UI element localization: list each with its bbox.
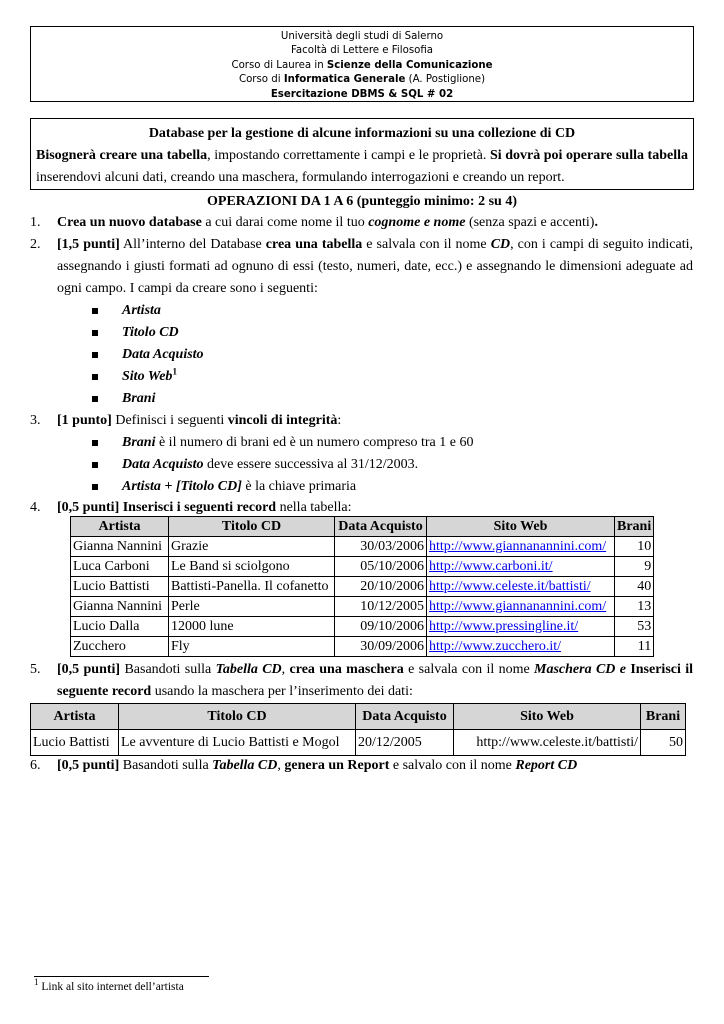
table-row bbox=[31, 730, 686, 756]
cell-brani: 50 bbox=[641, 730, 686, 756]
field-bullet bbox=[92, 366, 177, 388]
bullet-square-icon bbox=[92, 374, 98, 380]
item-4-text: nella tabella: bbox=[276, 500, 352, 515]
item-3-text: Definisci i seguenti bbox=[111, 413, 228, 428]
cell-artista: Gianna Nannini bbox=[71, 597, 169, 617]
cell-artista: Lucio Battisti bbox=[71, 577, 169, 597]
item-3-bold-2: vincoli di integrità bbox=[227, 413, 338, 428]
course-header bbox=[30, 26, 694, 102]
item-2-text-3: , con i campi di seguito indicati, assegnando i giusti formati ad ognuno di essi (testo, numeri, date, ecc.) e assegnando le dimensioni adeguate ad ogni campo. I campi da creare sono i seguenti: bbox=[57, 237, 694, 296]
item-2-text-2: e salvala con il nome bbox=[362, 237, 491, 252]
item-number: 3. bbox=[30, 413, 41, 428]
exercise-title-text: Esercitazione DBMS & SQL # 02 bbox=[270, 88, 454, 100]
website-link[interactable]: http://www.zucchero.it/ bbox=[429, 638, 562, 654]
operation-item-2 bbox=[30, 234, 693, 300]
cell-titolo: 12000 lune bbox=[169, 617, 335, 637]
item-5-bold-3: Inserisci il seguente record bbox=[57, 662, 694, 699]
degree-course-name: Scienze della Comunicazione bbox=[326, 59, 493, 71]
constraint-bullet bbox=[92, 454, 418, 476]
cell-sito bbox=[427, 637, 615, 657]
column-header: Titolo CD bbox=[169, 517, 335, 537]
website-link[interactable]: http://www.carboni.it/ bbox=[429, 558, 553, 574]
item-1-text: a cui darai come nome il tuo bbox=[201, 215, 369, 230]
constraint-field: Data Acquisto bbox=[122, 457, 204, 472]
field-name: Brani bbox=[122, 391, 156, 406]
item-2-text: All’interno del Database bbox=[119, 237, 266, 252]
table-row bbox=[71, 597, 654, 617]
cell-brani: 13 bbox=[615, 597, 654, 617]
operations-title: OPERAZIONI DA 1 A 6 (punteggio minimo: 2 su 4) bbox=[207, 194, 517, 209]
course-teacher: (A. Postiglione) bbox=[405, 74, 486, 86]
table-row bbox=[71, 577, 654, 597]
item-3-bold: [1 punto] bbox=[57, 413, 112, 428]
intro-box bbox=[30, 118, 694, 190]
item-5-text: Basandoti sulla bbox=[120, 662, 216, 677]
item-4-bold: [0,5 punti] Inserisci i seguenti record bbox=[57, 500, 277, 515]
column-header: Data Acquisto bbox=[335, 517, 427, 537]
item-1-bold: Crea un nuovo database bbox=[57, 215, 202, 230]
column-header: Brani bbox=[615, 517, 654, 537]
item-text bbox=[57, 755, 693, 777]
intro-bold-1: Bisognerà creare una tabella bbox=[36, 148, 208, 163]
cell-data: 20/10/2006 bbox=[335, 577, 427, 597]
bullet-square-icon bbox=[92, 308, 98, 314]
operation-item-3 bbox=[30, 410, 693, 432]
item-text bbox=[57, 410, 693, 432]
constraint-bullet bbox=[92, 432, 473, 454]
item-3-text-2: : bbox=[337, 413, 342, 428]
item-1-end: . bbox=[594, 215, 598, 230]
cell-brani: 9 bbox=[615, 557, 654, 577]
cell-data: 20/12/2005 bbox=[356, 730, 454, 756]
field-bullet bbox=[92, 322, 179, 344]
field-bullet bbox=[92, 344, 204, 366]
item-5-text-2: , bbox=[281, 662, 290, 677]
bullet-square-icon bbox=[92, 484, 98, 490]
column-header: Data Acquisto bbox=[356, 704, 454, 730]
item-5-bold: [0,5 punti] bbox=[57, 662, 121, 677]
item-number: 2. bbox=[30, 237, 41, 252]
constraint-field: Brani bbox=[122, 435, 156, 450]
table-row bbox=[71, 537, 654, 557]
cell-titolo: Grazie bbox=[169, 537, 335, 557]
field-bullet bbox=[92, 300, 161, 322]
item-6-bolditalic-2: Report CD bbox=[515, 758, 578, 773]
cell-data: 05/10/2006 bbox=[335, 557, 427, 577]
table-row bbox=[71, 637, 654, 657]
cell-titolo: Perle bbox=[169, 597, 335, 617]
item-number: 5. bbox=[30, 662, 41, 677]
cell-sito bbox=[427, 617, 615, 637]
table-header-row bbox=[31, 704, 686, 730]
degree-course-prefix: Corso di Laurea in bbox=[231, 59, 327, 71]
website-link[interactable]: http://www.giannanannini.com/ bbox=[429, 538, 607, 554]
field-name: Titolo CD bbox=[122, 325, 179, 340]
course-name bbox=[31, 73, 693, 87]
university-name: Università degli studi di Salerno bbox=[280, 31, 444, 42]
item-number: 4. bbox=[30, 500, 41, 515]
cell-titolo: Le avventure di Lucio Battisti e Mogol bbox=[119, 730, 356, 756]
intro-title: Database per la gestione di alcune informazioni su una collezione di CD bbox=[148, 126, 576, 141]
degree-course bbox=[31, 59, 693, 73]
website-link[interactable]: http://www.giannanannini.com/ bbox=[429, 598, 607, 614]
website-link[interactable]: http://www.celeste.it/battisti/ bbox=[429, 578, 591, 594]
footnote-text: Link al sito internet dell’artista bbox=[38, 981, 184, 993]
cell-artista: Zucchero bbox=[71, 637, 169, 657]
table-header-row bbox=[71, 517, 654, 537]
column-header: Brani bbox=[641, 704, 686, 730]
cell-data: 30/03/2006 bbox=[335, 537, 427, 557]
item-5-text-4: usando la maschera per l’inserimento dei dati: bbox=[151, 684, 413, 699]
footnote bbox=[34, 977, 184, 994]
constraint-bullet bbox=[92, 476, 356, 498]
operation-item-1 bbox=[30, 212, 693, 234]
item-1-text-2: (senza spazi e accenti) bbox=[465, 215, 595, 230]
constraint-text: è il numero di brani ed è un numero compreso tra 1 e 60 bbox=[155, 435, 474, 450]
column-header: Artista bbox=[31, 704, 119, 730]
records-table bbox=[70, 516, 654, 657]
faculty-name: Facoltà di Lettere e Filosofia bbox=[290, 45, 434, 57]
column-header: Artista bbox=[71, 517, 169, 537]
field-name: Sito Web bbox=[122, 369, 173, 384]
intro-text-2: inserendovi alcuni dati, creando una maschera, formulando interrogazioni e creando un report. bbox=[36, 170, 565, 185]
cell-sito: http://www.celeste.it/battisti/ bbox=[454, 730, 641, 756]
column-header: Titolo CD bbox=[119, 704, 356, 730]
cell-data: 10/12/2005 bbox=[335, 597, 427, 617]
item-6-bolditalic: Tabella CD bbox=[212, 758, 278, 773]
cell-brani: 53 bbox=[615, 617, 654, 637]
item-1-bolditalic: cognome e nome bbox=[368, 215, 466, 230]
column-header: Sito Web bbox=[427, 517, 615, 537]
cell-brani: 11 bbox=[615, 637, 654, 657]
cell-brani: 40 bbox=[615, 577, 654, 597]
item-6-bold-2: genera un Report bbox=[284, 758, 390, 773]
operation-item-5 bbox=[30, 659, 693, 703]
cell-artista: Gianna Nannini bbox=[71, 537, 169, 557]
table-row bbox=[71, 617, 654, 637]
item-number: 6. bbox=[30, 758, 41, 773]
item-5-bold-2: crea una maschera bbox=[289, 662, 404, 677]
item-text bbox=[57, 659, 693, 703]
item-text bbox=[57, 212, 693, 234]
item-6-text: Basandoti sulla bbox=[119, 758, 213, 773]
course-prefix: Corso di bbox=[238, 74, 284, 86]
website-link[interactable]: http://www.pressingline.it/ bbox=[429, 618, 579, 634]
table-row bbox=[71, 557, 654, 577]
intro-bold-2: Si dovrà poi operare sulla tabella bbox=[489, 148, 688, 163]
constraint-text: deve essere successiva al 31/12/2003. bbox=[203, 457, 419, 472]
form-record-table bbox=[30, 703, 686, 756]
cell-sito bbox=[427, 577, 615, 597]
bullet-square-icon bbox=[92, 352, 98, 358]
footnote-separator bbox=[34, 976, 209, 977]
course-title: Informatica Generale bbox=[283, 74, 406, 86]
field-name: Data Acquisto bbox=[122, 347, 204, 362]
cell-sito bbox=[427, 537, 615, 557]
footnote-reference: 1 bbox=[172, 366, 177, 377]
item-6-text-2: , bbox=[277, 758, 285, 773]
cell-artista: Luca Carboni bbox=[71, 557, 169, 577]
intro-text bbox=[36, 145, 688, 189]
cell-brani: 10 bbox=[615, 537, 654, 557]
item-5-bolditalic: Tabella CD bbox=[215, 662, 282, 677]
intro-text-1: , impostando correttamente i campi e le proprietà. bbox=[207, 148, 490, 163]
field-name: Artista bbox=[122, 303, 161, 318]
footnote-mark: 1 bbox=[34, 977, 39, 988]
constraint-text: è la chiave primaria bbox=[241, 479, 357, 494]
cell-titolo: Le Band si sciolgono bbox=[169, 557, 335, 577]
bullet-square-icon bbox=[92, 396, 98, 402]
cell-artista: Lucio Dalla bbox=[71, 617, 169, 637]
item-6-text-3: e salvalo con il nome bbox=[389, 758, 516, 773]
bullet-square-icon bbox=[92, 462, 98, 468]
bullet-square-icon bbox=[92, 330, 98, 336]
item-2-bolditalic: CD bbox=[490, 237, 511, 252]
item-5-text-3: e salvala con il nome bbox=[403, 662, 535, 677]
item-number: 1. bbox=[30, 215, 41, 230]
cell-sito bbox=[427, 597, 615, 617]
cell-titolo: Battisti-Panella. Il cofanetto bbox=[169, 577, 335, 597]
item-text bbox=[57, 234, 693, 300]
exercise-title bbox=[31, 88, 693, 102]
item-5-bolditalic-2: Maschera CD e bbox=[534, 662, 626, 677]
operation-item-6 bbox=[30, 755, 693, 777]
cell-artista: Lucio Battisti bbox=[31, 730, 119, 756]
item-2-bold: [1,5 punti] bbox=[57, 237, 120, 252]
item-2-bold-2: crea una tabella bbox=[265, 237, 363, 252]
constraint-field: Artista + [Titolo CD] bbox=[122, 479, 242, 494]
field-bullet bbox=[92, 388, 155, 410]
bullet-square-icon bbox=[92, 440, 98, 446]
cell-sito bbox=[427, 557, 615, 577]
item-6-bold: [0,5 punti] bbox=[57, 758, 120, 773]
cell-data: 30/09/2006 bbox=[335, 637, 427, 657]
cell-titolo: Fly bbox=[169, 637, 335, 657]
column-header: Sito Web bbox=[454, 704, 641, 730]
cell-data: 09/10/2006 bbox=[335, 617, 427, 637]
